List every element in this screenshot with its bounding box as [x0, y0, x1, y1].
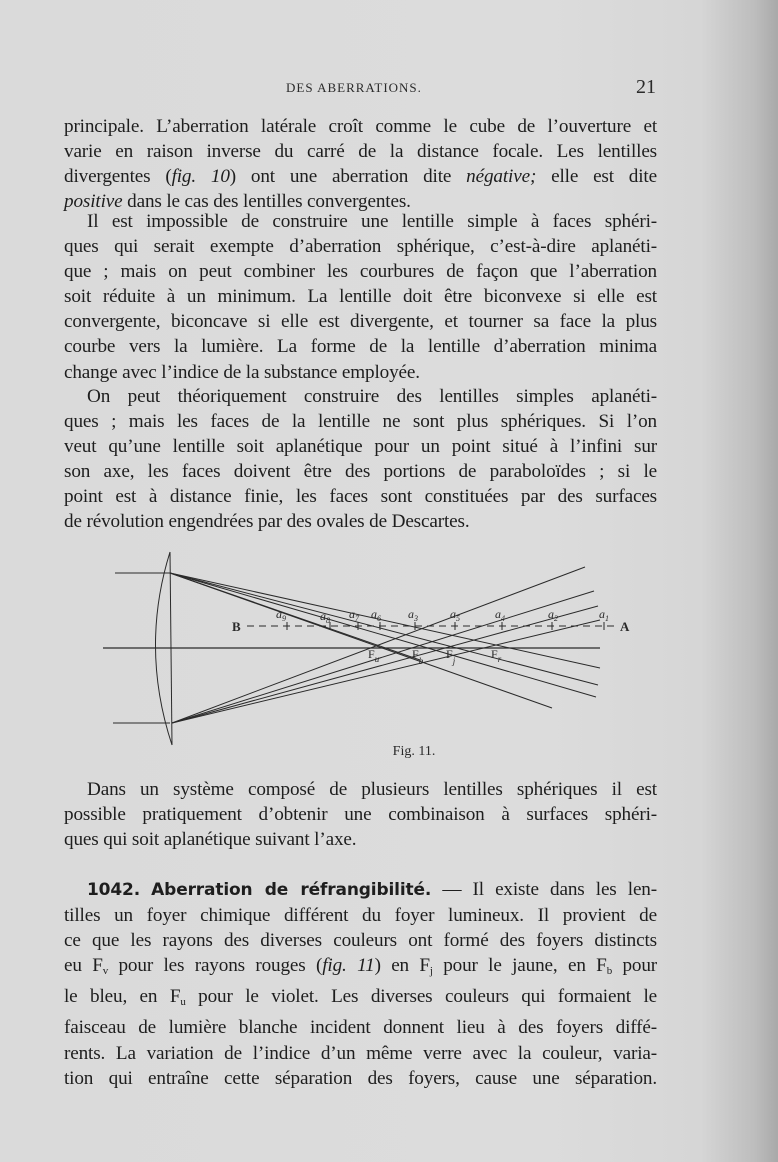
text-line: On peut théoriquement construire des lentilles simples aplanéti-: [87, 386, 657, 407]
text-line: Dans un système composé de plusieurs lentilles sphériques il est: [87, 779, 657, 800]
section-number: 1042.: [87, 880, 141, 900]
text-line: de révolution engendrées par des ovales de Descartes.: [64, 511, 470, 533]
text-line: veut qu’une lentille soit aplanétique pour un point situé à l’infini sur: [64, 436, 657, 458]
text-line: ques qui serait exempte d’aberration sphérique, c’est-à-dire aplanéti-: [64, 236, 657, 258]
svg-text:a7: $a_7$: [349, 607, 359, 623]
text-line: point est à distance finie, les faces sont constituées par des surfaces: [64, 486, 657, 508]
text-line: principale. L’aberration latérale croît comme le cube de l’ouverture et: [64, 116, 657, 137]
svg-text:a2: $a_2$: [548, 607, 558, 623]
lens-aberration-diagram: [96, 548, 656, 748]
figure-reference: fig. 10: [171, 166, 230, 188]
text-line: faisceau de lumière blanche incident donnent lieu à des foyers diffé-: [64, 1017, 657, 1039]
text-line: que ; mais on peut combiner les courbures de façon que l’aberration: [64, 261, 657, 283]
text-line: ce que les rayons des diverses couleurs ont formé des foyers distincts: [64, 930, 657, 952]
running-title: DES ABERRATIONS.: [286, 80, 422, 95]
section-heading-line: 1042. Aberration de réfrangibilité. — Il existe dans les len-: [87, 879, 657, 900]
text-line: change avec l’indice de la substance employée.: [64, 361, 420, 383]
svg-text:a8: $a_8$: [320, 609, 330, 625]
emphasis-positive: positive: [64, 191, 123, 213]
svg-text:a6: $a_6$: [371, 607, 381, 623]
point-B-label: B: [232, 619, 241, 634]
text-line: soit réduite à un minimum. La lentille doit être biconvexe si elle est: [64, 286, 657, 308]
svg-text:a1: $a_1$: [599, 607, 609, 623]
svg-text:a5: $a_5$: [450, 607, 460, 623]
text-line: convergente, biconcave si elle est divergente, et tourner sa face la plus: [64, 311, 657, 333]
text-line: positive dans le cas des lentilles convergentes.: [64, 191, 411, 213]
figure-caption: Fig. 11.: [392, 744, 436, 759]
svg-text:Fb: $F_b$: [412, 647, 424, 666]
text-line: divergentes (fig. 10) ont une aberration dite négative; elle est dite: [64, 166, 657, 188]
text-line: courbe vers la lumière. La forme de la lentille d’aberration minima: [64, 336, 657, 358]
svg-text:Fu: $F_u$: [368, 647, 380, 664]
svg-text:Fr: $F_r$: [491, 647, 502, 664]
running-header: [64, 76, 656, 100]
paragraph-4: [64, 777, 657, 852]
text-line: eu $F_v$ pour les rayons rouges (fig. 11) en $F_j$ pour le jaune, en $F_b$ pour: [64, 955, 658, 978]
text-line: ques qui soit aplanétique suivant l’axe.: [64, 829, 357, 851]
paragraph-1: [64, 114, 657, 214]
text-line: varie en raison inverse du carré de la distance focale. Les lentilles: [64, 141, 657, 163]
emphasis-negative: négative;: [466, 166, 537, 188]
paragraph-2: [64, 209, 657, 385]
text-line: rents. La variation de l’indice d’un même verre avec la couleur, varia-: [64, 1042, 657, 1064]
paragraph-3: [64, 384, 657, 535]
text-line: Il est impossible de construire une lentille simple à faces sphéri-: [87, 211, 657, 232]
svg-text:Fj: $F_j$: [446, 647, 456, 666]
svg-text:a3: $a_3$: [408, 607, 418, 623]
text-line: le bleu, en $F_u$ pour le violet. Les diverses couleurs qui formaient le: [64, 986, 657, 1009]
text-line: son axe, les faces doivent être des portions de paraboloïdes ; si le: [64, 461, 657, 483]
text-line: tion qui entraîne cette séparation des foyers, cause une séparation.: [64, 1067, 657, 1089]
point-A-label: A: [620, 619, 630, 634]
text-line: ques ; mais les faces de la lentille ne sont plus sphériques. Si l’on: [64, 411, 657, 433]
figure-reference: fig. 11: [322, 955, 375, 977]
page-number: 21: [636, 76, 656, 98]
text-line: possible pratiquement d’obtenir une combinaison à surfaces sphéri-: [64, 804, 657, 826]
svg-text:a9: $a_9$: [276, 607, 286, 623]
section-title: Aberration de réfrangibilité.: [151, 880, 432, 900]
svg-text:a4: $a_4$: [495, 607, 505, 623]
section-1042: [64, 877, 657, 1091]
text-line: tilles un foyer chimique différent du foyer lumineux. Il provient de: [64, 905, 657, 927]
figure-11-diagram: [96, 548, 656, 748]
